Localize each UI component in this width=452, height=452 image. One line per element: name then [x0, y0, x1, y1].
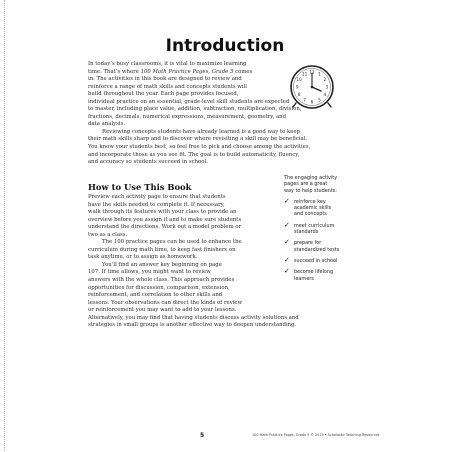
sidebar-item: ✓ reinforce key academic skills and concepts — [284, 196, 332, 218]
intro-line: and incorporate those as you see fit. The goal is to build automaticity, fluency, — [88, 151, 300, 158]
howto-line: reinforcement, and correlation to other skills and — [88, 292, 223, 299]
intro-line: reinforce a range of math skills and concepts students will — [88, 83, 248, 90]
intro-line: fractions, decimals, numerical expressions, measurement, geometry, and — [88, 113, 287, 120]
howto-line: or reinforcement you may want to add to your lessons. — [88, 307, 237, 314]
clock-numeral: 3 — [325, 84, 329, 90]
howto-line: answers with the whole class. This approach provides — [88, 277, 235, 284]
howto-line: curriculum during math time, to keep fast finishers on — [88, 246, 236, 253]
howto-line: have the skills needed to complete it. If necessary, — [88, 201, 225, 208]
intro-line: You know your students best, so feel free to pick and choose among the activities, — [88, 144, 311, 151]
checkmark-icon: ✓ — [284, 255, 290, 264]
clock-numeral: 11 — [301, 71, 308, 77]
intro-line: build throughout the year. Each page provides focused, — [88, 91, 239, 98]
sidebar-item: ✓ prepare for standardized tests — [284, 238, 340, 253]
intro-line: In today’s busy classrooms, it is vital to maximize learning — [88, 61, 247, 67]
howto-line: task anytime, or to assign as homework. — [88, 254, 198, 261]
clock-numeral: 10 — [296, 77, 302, 83]
clock-numeral: 7 — [303, 97, 306, 103]
howto-line: walk through its features with your class to provide an — [88, 209, 237, 216]
howto-line: strategies in small groups is another effective way to deepen understanding. — [88, 322, 297, 329]
howto-line: overview before you assign it and to make sure students — [88, 216, 242, 223]
clock-numeral: 9 — [295, 84, 299, 90]
intro-line: Reviewing concepts students have already learned is a good way to keep — [102, 128, 300, 135]
howto-line: opportunities for discussion, comparison, extension, — [88, 284, 230, 291]
section-heading: How to Use This Book — [88, 182, 192, 192]
sidebar-item: ✓ become lifelong learners — [284, 267, 334, 282]
intro-line: and accuracy so students succeed in school. — [88, 159, 208, 166]
checkmark-icon: ✓ — [284, 238, 290, 247]
page-number: 5 — [200, 432, 205, 439]
howto-line: lessons. Your observations can direct the kinds of review — [88, 299, 243, 306]
intro-text — [88, 61, 378, 167]
intro-line: data analysis. — [88, 121, 126, 128]
page-title: Introduction — [165, 36, 285, 56]
clock-numeral: 2 — [323, 77, 327, 83]
howto-line: You’ll find an answer key beginning on page — [102, 261, 222, 268]
intro-line: their math skills sharp and to discover where revisiting a skill may be beneficial. — [88, 136, 308, 143]
clock-numeral: 4 — [323, 91, 327, 97]
clock-numeral: 1 — [318, 71, 321, 77]
howto-line: The 100 practice pages can be used to enhance the — [102, 239, 242, 246]
howto-line: Alternatively, you may find that having students discuss activity solutions and — [88, 314, 299, 321]
clock-numeral: 5 — [318, 97, 321, 103]
intro-line: in. The activities in this book are designed to review and — [88, 76, 242, 83]
sidebar-lead: The engaging activity pages are a great way to help students: — [284, 175, 338, 194]
benefits-sidebar — [284, 175, 366, 282]
sidebar-item: ✓ succeed in school — [284, 255, 338, 264]
clock-numeral: 8 — [297, 91, 301, 97]
howto-line: 107. If time allows, you might want to review — [88, 269, 211, 276]
book-title: 100 Math Practice Pages, Grade 5 — [140, 68, 234, 75]
checkmark-icon: ✓ — [284, 267, 290, 276]
intro-line: time. That’s where 100 Math Practice Pages, Grade 5 comes — [88, 68, 253, 75]
howto-line: understand the directions. Work out a model problem or — [88, 224, 242, 231]
sidebar-item: ✓ meet curriculum standards — [284, 220, 335, 236]
checkmark-icon: ✓ — [284, 196, 290, 205]
clock-numeral: 6 — [310, 99, 314, 105]
page-edge-divider — [4, 0, 5, 452]
intro-line: individual practice on an essential, grade-level skill students are expected — [88, 98, 290, 105]
howto-line: Preview each activity page to ensure that students — [88, 194, 226, 200]
footer-credit: 100 Math Practice Pages, Grade 5 © 2015 • Scholastic Teaching Resources — [252, 433, 380, 437]
howto-line: two as a class. — [88, 231, 128, 238]
intro-line: to master, including place value, addition, subtraction, multiplication, division, — [88, 106, 302, 113]
clock-numeral: 12 — [309, 69, 315, 75]
checkmark-icon: ✓ — [284, 220, 290, 229]
